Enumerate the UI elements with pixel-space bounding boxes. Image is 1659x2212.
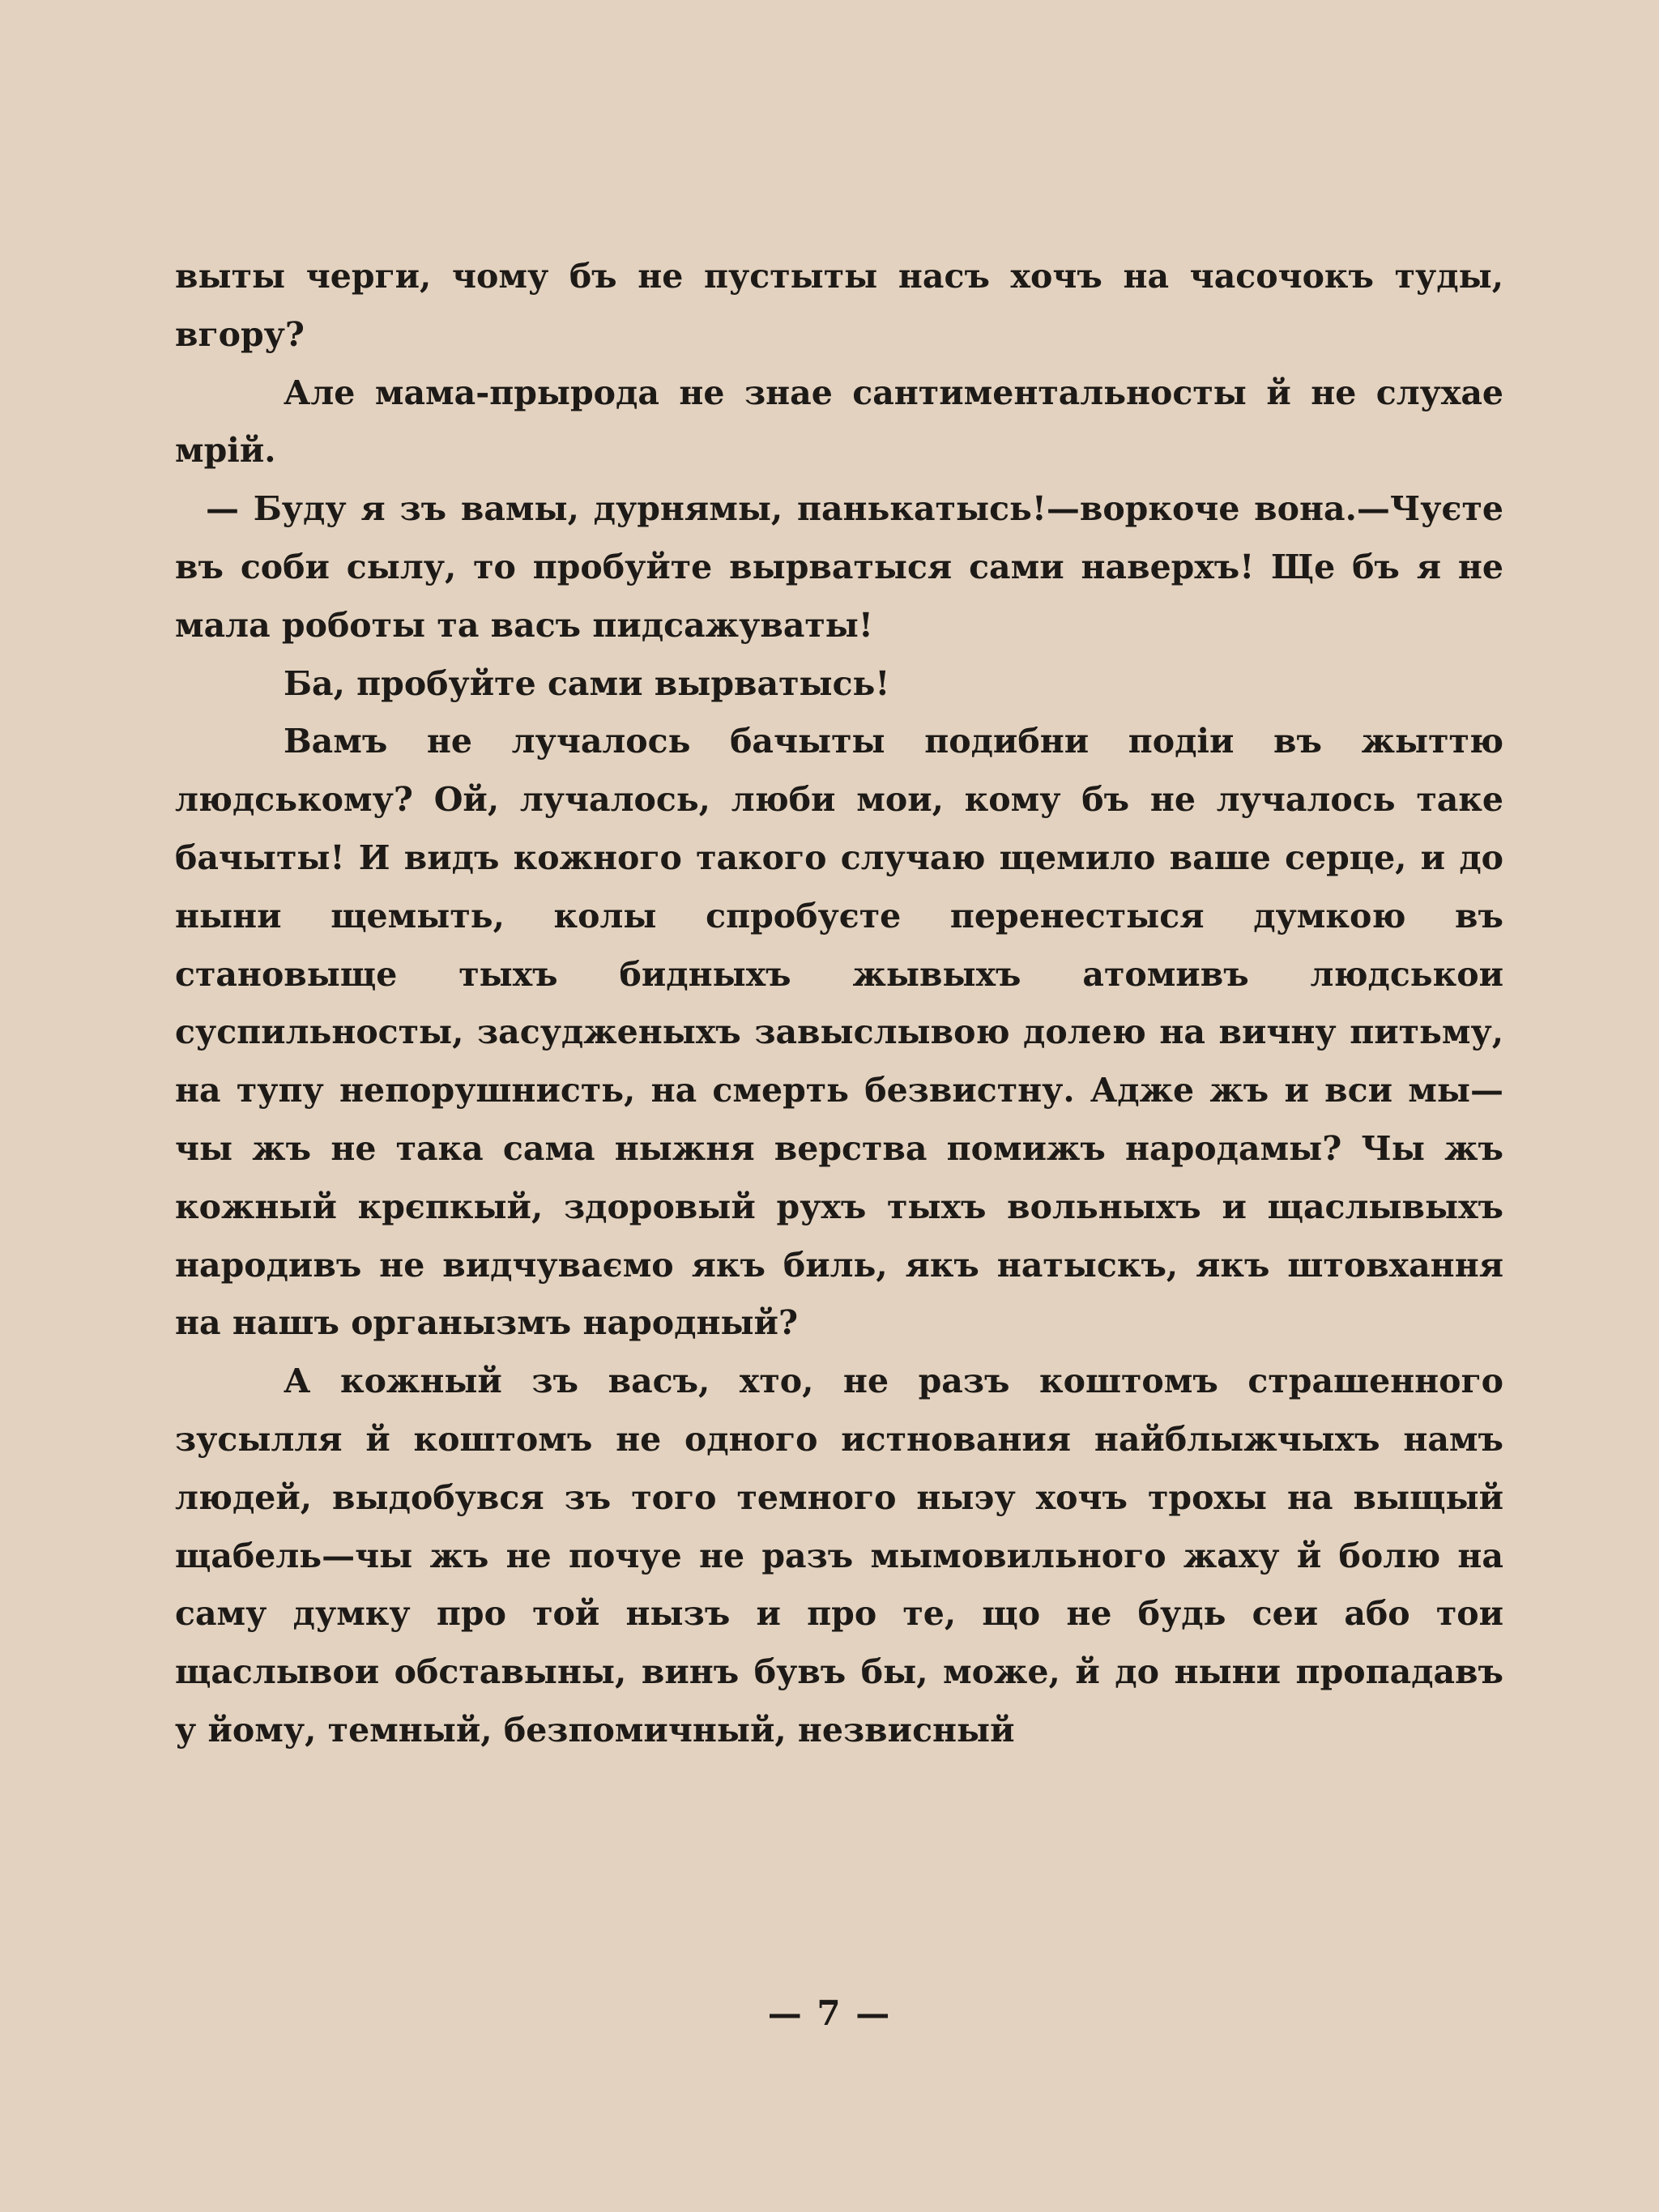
paragraph-6: А кожный зъ васъ, хто, не разъ коштомъ страшенного зусылля й коштомъ не одного истнования найблыжчыхъ намъ людей, выдобувся зъ того темного ныэу хочъ трохы на выщый щабель—чы жъ не почуе не разъ мымовильного жаху й болю на саму думку про той нызъ и про те, що не будь сеи або тои щаслывои обставыны, винъ бувъ бы, може, й до ныни пропадавъ у йому, темный, безпомичный, незвисный [175, 1362, 1503, 1750]
paragraph-3: — Буду я зъ вамы, дурнямы, панькатысь!—воркоче вона.—Чуєте въ соби сылу, то пробуйте вырватыся сами наверхъ! Ще бъ я не мала роботы та васъ пидсажуваты! [175, 489, 1503, 645]
page-text [175, 248, 1503, 1760]
page-number: — 7 — [767, 1993, 892, 2033]
paragraph-5: Вамъ не лучалось бачыты подибни подiи въ жыттю людському? Ой, лучалось, люби мои, кому бъ не лучалось таке бачыты! И видъ кожного такого случаю щемило ваше серце, и до ныни щемыть, колы спробуєте перенестыся думкою въ становыще тыхъ бидныхъ жывыхъ атомивъ людськои суспильносты, засудженыхъ завыслывою долею на вичну питьму, на тупу непорушнисть, на смерть безвистну. Адже жъ и вси мы—чы жъ не така сама ныжня верства помижъ народамы? Чы жъ кожный крєпкый, здоровый рухъ тыхъ вольныхъ и щаслывыхъ народивъ не видчуваємо якъ биль, якъ натыскъ, якъ штовхання на нашъ органызмъ народный? [175, 722, 1503, 1343]
paragraph-2: Але мама-прырода не знае сантиментальносты й не слухае мрiй. [175, 373, 1503, 471]
paragraph-1: выты черги, чому бъ не пустыты насъ хочъ на часочокъ туды, вгору? [175, 257, 1503, 354]
paragraph-4: Ба, пробуйте сами вырватысь! [284, 663, 890, 703]
